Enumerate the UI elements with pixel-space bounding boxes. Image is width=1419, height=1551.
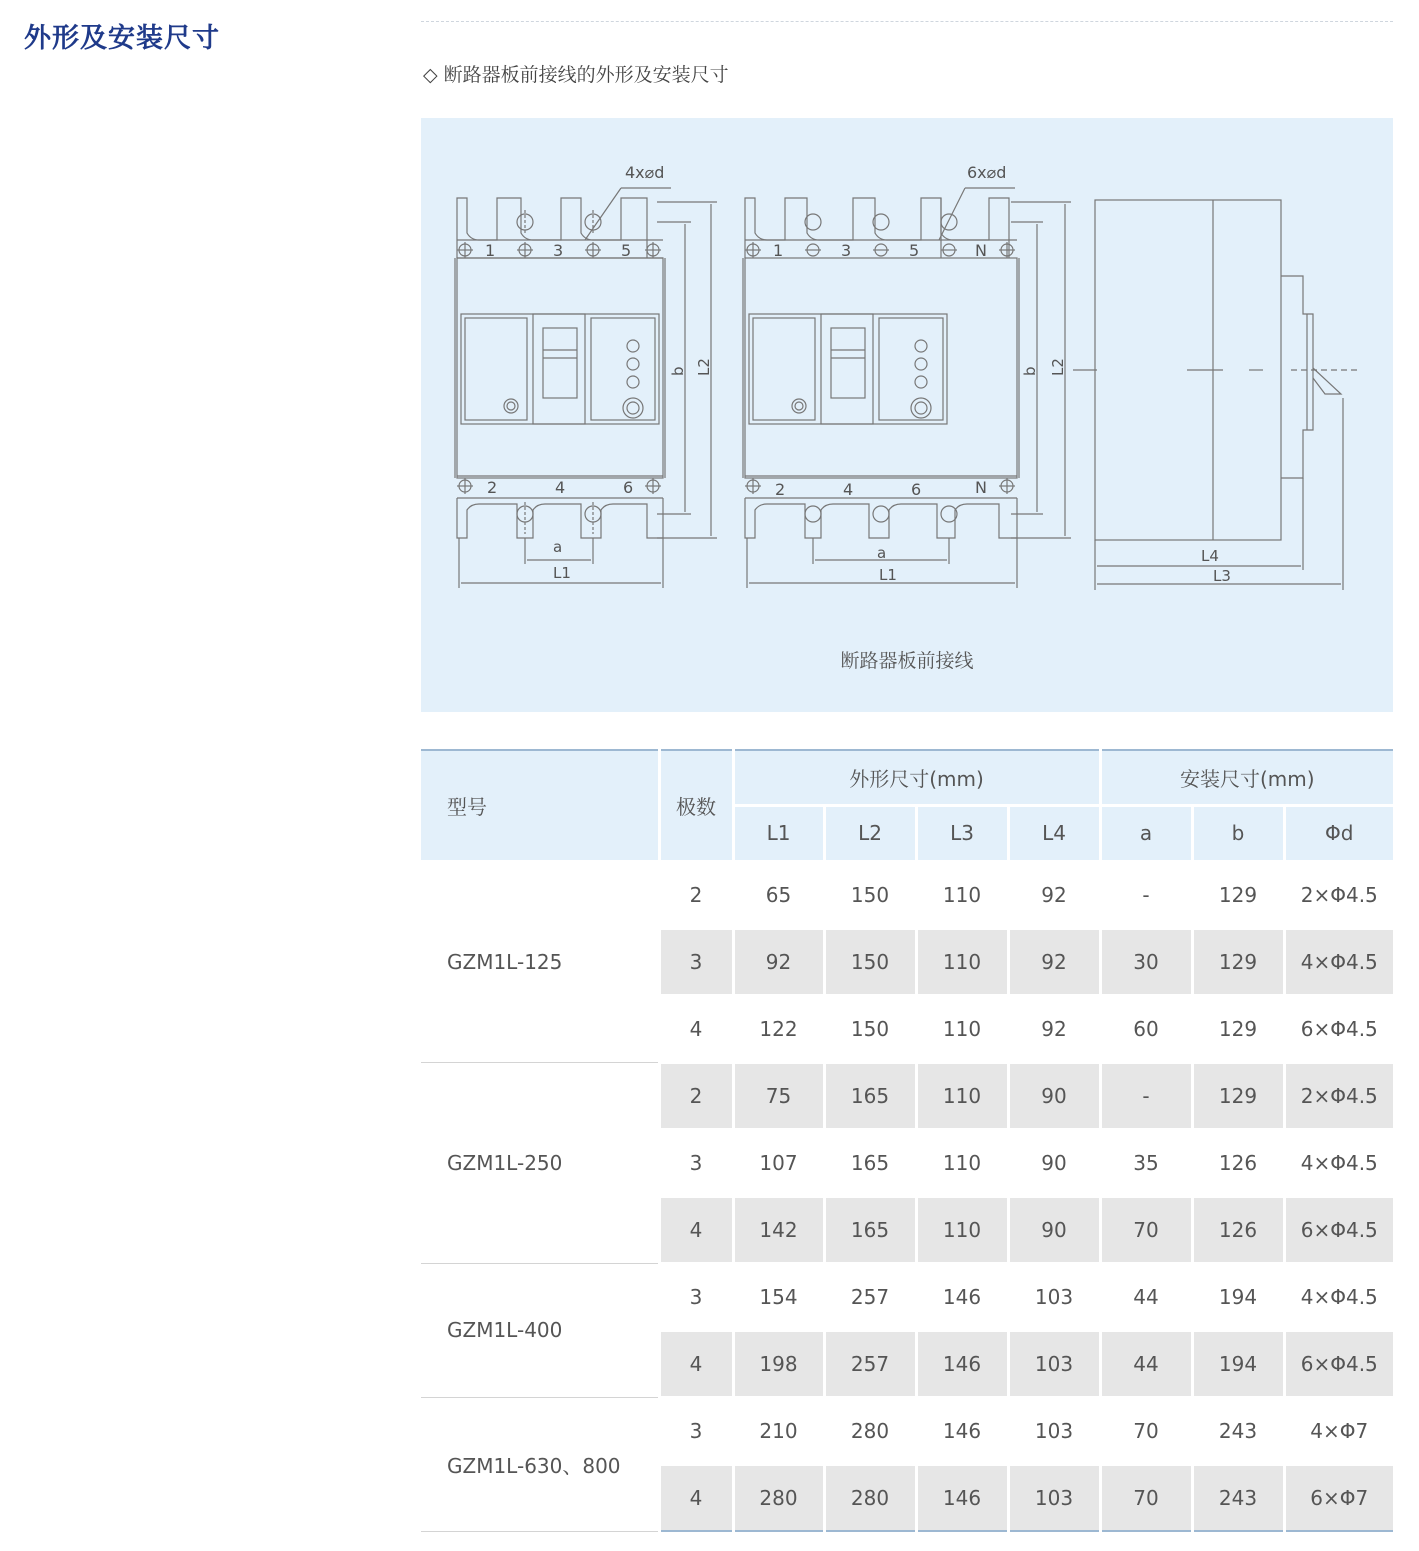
header-l3: L3 <box>916 805 1008 861</box>
cell-l2: 150 <box>824 995 916 1062</box>
header-poles: 极数 <box>659 750 733 861</box>
view2-top-terminal: 5 <box>909 241 920 260</box>
cell-poles: 3 <box>659 1129 733 1196</box>
cell-l3: 110 <box>916 995 1008 1062</box>
dim-label-l1: L1 <box>553 564 571 582</box>
dimension-drawing <box>421 118 1393 712</box>
cell-l3: 110 <box>916 861 1008 928</box>
cell-l4: 103 <box>1008 1263 1100 1330</box>
cell-poles: 4 <box>659 1330 733 1397</box>
header-a: a <box>1100 805 1192 861</box>
cell-l4: 90 <box>1008 1129 1100 1196</box>
front-view-4pole <box>743 188 1071 588</box>
cell-a: 35 <box>1100 1129 1192 1196</box>
cell-l2: 150 <box>824 928 916 995</box>
cell-l3: 146 <box>916 1464 1008 1531</box>
table-row <box>421 1062 1393 1129</box>
cell-l4: 103 <box>1008 1464 1100 1531</box>
header-l4: L4 <box>1008 805 1100 861</box>
cell-l1: 75 <box>733 1062 824 1129</box>
table-row <box>421 861 1393 928</box>
cell-poles: 4 <box>659 995 733 1062</box>
view1-top-terminal: 3 <box>553 241 564 260</box>
spec-table <box>421 749 1393 1532</box>
dim-label-l3: L3 <box>1213 567 1231 585</box>
cell-l3: 146 <box>916 1263 1008 1330</box>
dim-label-l4: L4 <box>1201 547 1219 565</box>
model-cell: GZM1L-630、800 <box>421 1397 659 1531</box>
cell-l3: 110 <box>916 1129 1008 1196</box>
cell-a: - <box>1100 861 1192 928</box>
cell-l1: 142 <box>733 1196 824 1263</box>
cell-a: 70 <box>1100 1397 1192 1464</box>
cell-b: 126 <box>1192 1129 1284 1196</box>
cell-poles: 2 <box>659 1062 733 1129</box>
dimension-diagram <box>421 118 1393 712</box>
diagram-caption: 断路器板前接线 <box>840 650 974 672</box>
front-view-3pole <box>455 163 717 588</box>
cell-l4: 103 <box>1008 1330 1100 1397</box>
section-title: 外形及安装尺寸 <box>24 23 220 54</box>
cell-d: 4×Φ4.5 <box>1284 928 1393 995</box>
cell-b: 243 <box>1192 1464 1284 1531</box>
cell-a: 70 <box>1100 1464 1192 1531</box>
view1-top-terminal: 5 <box>621 241 632 260</box>
view1-hole-label: 4x⌀d <box>625 163 665 182</box>
cell-l2: 280 <box>824 1397 916 1464</box>
cell-d: 6×Φ7 <box>1284 1464 1393 1531</box>
cell-l4: 103 <box>1008 1397 1100 1464</box>
side-view <box>1073 200 1361 590</box>
cell-b: 243 <box>1192 1397 1284 1464</box>
view2-bottom-terminal: 4 <box>843 480 854 499</box>
table-row <box>421 1263 1393 1330</box>
cell-l4: 92 <box>1008 928 1100 995</box>
cell-l1: 198 <box>733 1330 824 1397</box>
cell-l2: 150 <box>824 861 916 928</box>
cell-l4: 90 <box>1008 1196 1100 1263</box>
view2-top-terminal: 1 <box>773 241 784 260</box>
cell-l3: 146 <box>916 1397 1008 1464</box>
view1-top-terminal: 1 <box>485 241 496 260</box>
cell-a: - <box>1100 1062 1192 1129</box>
cell-d: 6×Φ4.5 <box>1284 1330 1393 1397</box>
cell-a: 44 <box>1100 1330 1192 1397</box>
cell-poles: 3 <box>659 928 733 995</box>
cell-l1: 65 <box>733 861 824 928</box>
model-cell: GZM1L-125 <box>421 861 659 1062</box>
cell-d: 2×Φ4.5 <box>1284 861 1393 928</box>
cell-poles: 4 <box>659 1464 733 1531</box>
cell-l3: 110 <box>916 1196 1008 1263</box>
dim-label-l1: L1 <box>879 566 897 584</box>
cell-b: 129 <box>1192 861 1284 928</box>
cell-d: 4×Φ4.5 <box>1284 1129 1393 1196</box>
cell-a: 60 <box>1100 995 1192 1062</box>
cell-l2: 165 <box>824 1129 916 1196</box>
header-install-group: 安装尺寸(mm) <box>1100 750 1393 805</box>
cell-l3: 110 <box>916 1062 1008 1129</box>
header-model: 型号 <box>421 750 659 861</box>
cell-b: 194 <box>1192 1263 1284 1330</box>
header-l1: L1 <box>733 805 824 861</box>
cell-l2: 257 <box>824 1330 916 1397</box>
cell-b: 194 <box>1192 1330 1284 1397</box>
dim-label-b: b <box>669 366 687 376</box>
view2-bottom-terminal: 2 <box>775 480 786 499</box>
cell-poles: 4 <box>659 1196 733 1263</box>
view2-hole-label: 6x⌀d <box>967 163 1007 182</box>
dim-label-a: a <box>553 538 563 556</box>
cell-l2: 257 <box>824 1263 916 1330</box>
cell-d: 2×Φ4.5 <box>1284 1062 1393 1129</box>
cell-a: 44 <box>1100 1263 1192 1330</box>
cell-d: 6×Φ4.5 <box>1284 995 1393 1062</box>
cell-d: 4×Φ7 <box>1284 1397 1393 1464</box>
table-body <box>421 861 1393 1531</box>
cell-l1: 280 <box>733 1464 824 1531</box>
subheading: ◇ 断路器板前接线的外形及安装尺寸 <box>423 64 729 86</box>
view1-bottom-terminal: 2 <box>487 478 498 497</box>
cell-l1: 210 <box>733 1397 824 1464</box>
header-l2: L2 <box>824 805 916 861</box>
dim-label-b: b <box>1021 366 1039 376</box>
view2-top-terminal: 3 <box>841 241 852 260</box>
cell-a: 70 <box>1100 1196 1192 1263</box>
dim-label-l2: L2 <box>1049 358 1067 376</box>
view2-bottom-terminal: N <box>975 478 987 497</box>
cell-b: 129 <box>1192 1062 1284 1129</box>
cell-d: 4×Φ4.5 <box>1284 1263 1393 1330</box>
header-d: Φd <box>1284 805 1393 861</box>
top-divider <box>421 21 1393 22</box>
cell-b: 129 <box>1192 995 1284 1062</box>
cell-a: 30 <box>1100 928 1192 995</box>
model-cell: GZM1L-250 <box>421 1062 659 1263</box>
cell-l2: 165 <box>824 1196 916 1263</box>
cell-poles: 3 <box>659 1263 733 1330</box>
cell-l1: 92 <box>733 928 824 995</box>
header-outline-group: 外形尺寸(mm) <box>733 750 1100 805</box>
dim-label-l2: L2 <box>695 358 713 376</box>
cell-b: 126 <box>1192 1196 1284 1263</box>
cell-l2: 280 <box>824 1464 916 1531</box>
view1-bottom-terminal: 4 <box>555 478 566 497</box>
cell-l4: 90 <box>1008 1062 1100 1129</box>
cell-poles: 3 <box>659 1397 733 1464</box>
cell-l4: 92 <box>1008 861 1100 928</box>
cell-d: 6×Φ4.5 <box>1284 1196 1393 1263</box>
view1-bottom-terminal: 6 <box>623 478 634 497</box>
header-b: b <box>1192 805 1284 861</box>
cell-poles: 2 <box>659 861 733 928</box>
view2-bottom-terminal: 6 <box>911 480 922 499</box>
cell-l3: 146 <box>916 1330 1008 1397</box>
dim-label-a: a <box>877 544 887 562</box>
model-cell: GZM1L-400 <box>421 1263 659 1397</box>
cell-b: 129 <box>1192 928 1284 995</box>
cell-l2: 165 <box>824 1062 916 1129</box>
table-row <box>421 1397 1393 1464</box>
cell-l4: 92 <box>1008 995 1100 1062</box>
view2-top-terminal: N <box>975 241 987 260</box>
cell-l3: 110 <box>916 928 1008 995</box>
cell-l1: 154 <box>733 1263 824 1330</box>
cell-l1: 107 <box>733 1129 824 1196</box>
cell-l1: 122 <box>733 995 824 1062</box>
